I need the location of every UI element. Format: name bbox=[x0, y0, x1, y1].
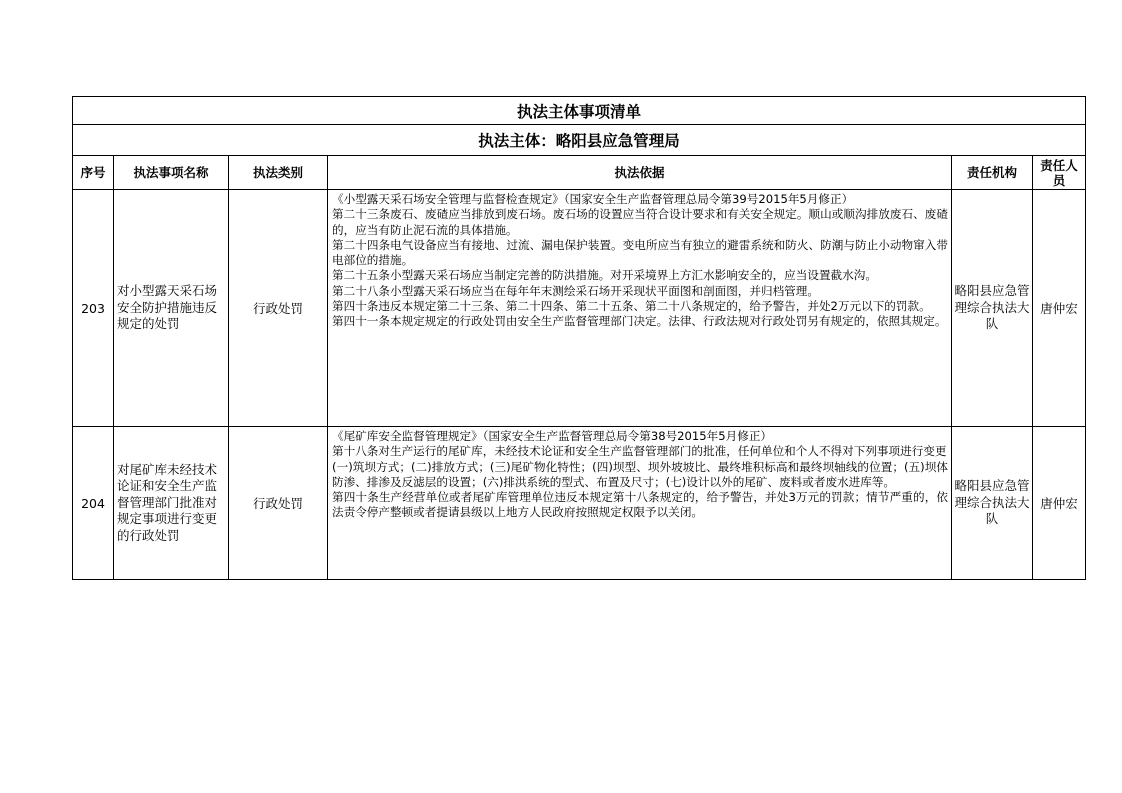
enforcement-list-table bbox=[72, 96, 1086, 580]
sheet-title: 执法主体事项清单 bbox=[73, 97, 1086, 125]
row-number: 203 bbox=[73, 190, 114, 427]
header-row bbox=[73, 156, 1086, 190]
item-name: 对小型露天采石场安全防护措施违反规定的处罚 bbox=[114, 190, 229, 427]
header-name: 执法事项名称 bbox=[114, 156, 229, 190]
enforcement-type: 行政处罚 bbox=[229, 190, 328, 427]
responsible-org: 略阳县应急管理综合执法大队 bbox=[952, 427, 1033, 580]
legal-basis: 《尾矿库安全监督管理规定》（国家安全生产监督管理总局令第38号2015年5月修正） 第十八条对生产运行的尾矿库，未经技术论证和安全生产监督管理部门的批准，任何单位和个人不得对下列事项进行变更 (一)筑坝方式；(二)排放方式；(三)尾矿物化特性；(四)坝型、坝外坡坡比、最终堆积标高和最终坝轴线的位置；(五)坝体防渗、排渗及反滤层的设置；(六)排洪系统的型式、布置及尺寸；(七)设计以外的尾矿、废料或者废水进库等。 第四十条生产经营单位或者尾矿库管理单位违反本规定第十八条规定的，给予警告，并处3万元的罚款；情节严重的，依法责令停产整顿或者提请县级以上地方人民政府按照规定权限予以关闭。 bbox=[328, 427, 952, 580]
legal-basis: 《小型露天采石场安全管理与监督检查规定》（国家安全生产监督管理总局令第39号2015年5月修正） 第二十三条废石、废碴应当排放到废石场。废石场的设置应当符合设计要求和有关安全规定。顺山或顺沟排放废石、废碴的，应当有防止泥石流的具体措施。 第二十四条电气设备应当有接地、过流、漏电保护装置。变电所应当有独立的避雷系统和防火、防潮与防止小动物窜入带电部位的措施。 第二十五条小型露天采石场应当制定完善的防洪措施。对开采境界上方汇水影响安全的，应当设置截水沟。 第二十八条小型露天采石场应当在每年年末测绘采石场开采现状平面图和剖面图，并归档管理。 第四十条违反本规定第二十三条、第二十四条、第二十五条、第二十八条规定的，给予警告，并处2万元以下的罚款。 第四十一条本规定规定的行政处罚由安全生产监督管理部门决定。法律、行政法规对行政处罚另有规定的，依照其规定。 bbox=[328, 190, 952, 427]
header-type: 执法类别 bbox=[229, 156, 328, 190]
table-row bbox=[73, 427, 1086, 580]
responsible-org: 略阳县应急管理综合执法大队 bbox=[952, 190, 1033, 427]
header-num: 序号 bbox=[73, 156, 114, 190]
header-org: 责任机构 bbox=[952, 156, 1033, 190]
enforcement-type: 行政处罚 bbox=[229, 427, 328, 580]
row-number: 204 bbox=[73, 427, 114, 580]
responsible-person: 唐仲宏 bbox=[1033, 427, 1086, 580]
responsible-person: 唐仲宏 bbox=[1033, 190, 1086, 427]
table-row bbox=[73, 190, 1086, 427]
header-basis: 执法依据 bbox=[328, 156, 952, 190]
item-name: 对尾矿库未经技术论证和安全生产监督管理部门批准对规定事项进行变更的行政处罚 bbox=[114, 427, 229, 580]
header-person: 责任人员 bbox=[1033, 156, 1086, 190]
sheet-subtitle: 执法主体：略阳县应急管理局 bbox=[73, 125, 1086, 156]
